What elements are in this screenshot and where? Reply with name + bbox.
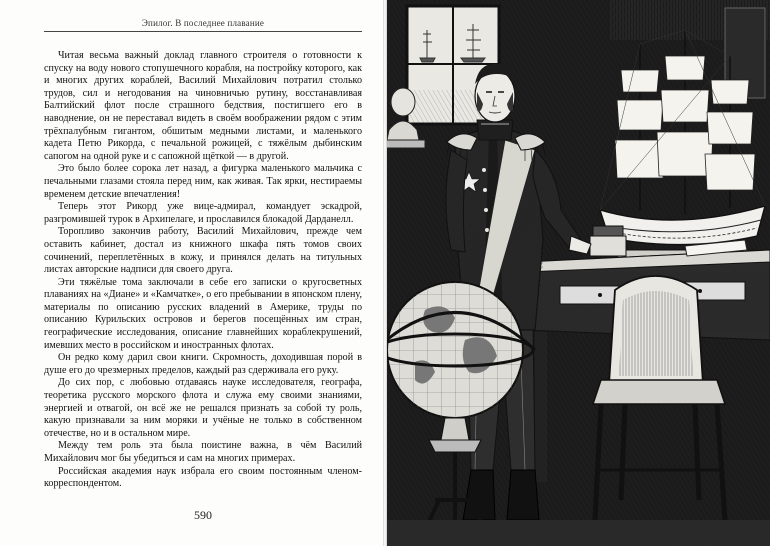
engraving-illustration bbox=[385, 0, 770, 546]
right-page-illustration bbox=[385, 0, 770, 546]
running-head: Эпилог. В последнее плавание bbox=[141, 18, 265, 28]
paragraph: Между тем роль эта была поистине важна, в чём Василий Михайлович мог бы убедиться и сам на многих примерах. bbox=[44, 440, 362, 464]
paragraph: Это было более сорока лет назад, а фигурка маленького мальчика с печальными глазами стояла перед ним, как живая. Так ярки, нестираемы временем детские впечатления! bbox=[44, 163, 362, 200]
paragraph: До сих пор, с любовью отдаваясь науке исследователя, географа, теоретика русского морского флота и служа ему своими знаниями, энергией и отвагой, он всё же не решался признать за собой ту роль, какую признавали за ним моряки и учёные не только в собственном отечестве, но и в остальном мире. bbox=[44, 377, 362, 439]
header-rule bbox=[44, 31, 362, 32]
paragraph: Читая весьма важный доклад главного строителя о готовности к спуску на воду нового стопушечного корабля, на постройку которого, как и многих других кораблей, Василий Михайлович потратил столько трудов, сил и негодования на чиновничью рутину, восстанавливая Балтийский флот после страшного бедствия, постигшего его в наводнение, он не переставал видеть в своём воображении рядом с этим трёхпалубным гигантом, обшитым медными листами, и маленького кадета Петю Рикорда, с печальной рожицей, с тяжёлым дыбинским сапогом на одной руке и с сапожной щёткой — в другой. bbox=[44, 50, 362, 162]
paragraph: Теперь этот Рикорд уже вице-адмирал, командует эскадрой, разгромившей турок в Архипелаге, и прославился блокадой Дарданелл. bbox=[44, 201, 362, 225]
paragraph: Торопливо закончив работу, Василий Михайлович, прежде чем оставить кабинет, достал из книжного шкафа пять томов своих сочинений, переплетённых в кожу, и принялся делать на титульных листах авторские надписи для своего друга. bbox=[44, 226, 362, 276]
paragraph: Эти тяжёлые тома заключали в себе его записки о кругосветных плаваниях на «Диане» и «Камчатке», о его пребывании в японском плену, материалы по описанию русских владений в Америке, труды по описанию Курильских островов и берегов посещённых им стран, географические исследования, описание главнейших кораблекрушений, имевших место в российском и иностранных флотах. bbox=[44, 276, 362, 351]
page-number: 590 bbox=[194, 508, 212, 522]
text-body bbox=[44, 50, 362, 491]
book-gutter bbox=[383, 0, 387, 546]
paragraph: Он редко кому дарил свои книги. Скромность, доходившая порой в душе его до чрезмерных пределов, каждый раз сдерживала его руку. bbox=[44, 352, 362, 376]
paragraph: Российская академия наук избрала его своим постоянным членом-корреспондентом. bbox=[44, 465, 362, 490]
